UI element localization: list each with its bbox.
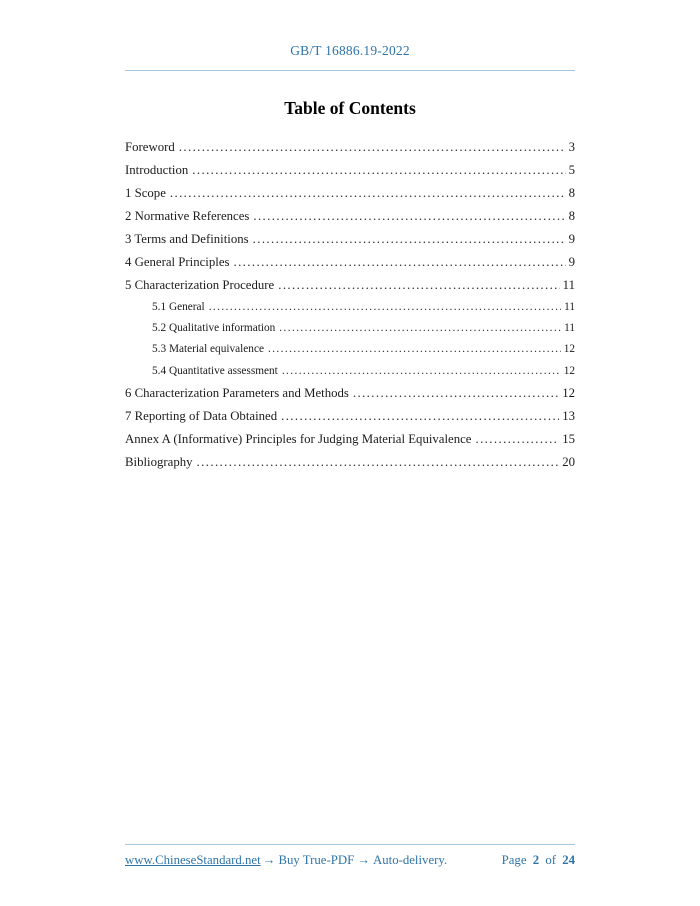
toc-dot-leader	[209, 301, 561, 313]
toc-entry-label: 7 Reporting of Data Obtained	[125, 408, 278, 423]
toc-dot-leader	[179, 140, 566, 155]
toc-dot-leader	[192, 163, 565, 178]
toc-entry-label: 6 Characterization Parameters and Methods	[125, 385, 349, 400]
toc-page-number: 5	[568, 163, 575, 177]
of-word: of	[545, 853, 556, 867]
toc-entry	[125, 343, 575, 364]
current-page-number: 2	[532, 853, 540, 867]
toc-entry	[125, 163, 575, 186]
page-title: Table of Contents	[284, 98, 416, 118]
toc-page-number: 11	[562, 278, 575, 292]
toc-entry-label: 5.2 Qualitative information	[152, 322, 276, 335]
toc-dot-leader	[281, 409, 559, 424]
header-divider	[125, 70, 575, 71]
toc-page-number: 9	[568, 255, 575, 269]
total-page-number: 24	[562, 853, 575, 867]
toc-page-number: 13	[562, 408, 575, 423]
toc-dot-leader	[353, 386, 559, 401]
document-footer	[125, 844, 575, 868]
toc-entry	[125, 455, 575, 478]
footer-promo	[125, 853, 448, 868]
toc-page-number: 8	[568, 186, 575, 200]
toc-entry-label: 4 General Principles	[125, 255, 230, 269]
header-doc-number: GB/T 16886.19-2022	[290, 43, 410, 58]
toc-entry	[125, 278, 575, 301]
toc-entry	[125, 301, 575, 322]
toc-entry-label: Foreword	[125, 140, 175, 154]
toc-entry-label: Annex A (Informative) Principles for Judging Material Equivalence	[125, 431, 472, 446]
toc-page-number: 12	[563, 364, 575, 377]
toc-dot-leader	[475, 432, 559, 447]
toc-page-number: 9	[568, 232, 575, 246]
footer-link[interactable]: www.ChineseStandard.net	[125, 853, 261, 867]
toc-entry-label: 5.4 Quantitative assessment	[152, 364, 278, 377]
toc-entry	[125, 322, 575, 343]
toc-page-number: 11	[564, 322, 575, 335]
toc-page-number: 15	[562, 431, 575, 446]
arrow-icon: →	[357, 853, 370, 867]
toc-entry-label: Introduction	[125, 163, 189, 177]
toc-page-number: 8	[568, 209, 575, 223]
footer-delivery-text: Auto-delivery.	[373, 853, 448, 867]
page-word: Page	[501, 853, 527, 867]
toc-dot-leader	[253, 209, 565, 224]
toc-dot-leader	[278, 278, 559, 293]
footer-divider	[125, 844, 575, 845]
toc-entry	[125, 140, 575, 163]
toc-dot-leader	[268, 343, 561, 355]
toc-dot-leader	[282, 365, 561, 377]
footer-buy-text: Buy True-PDF	[278, 853, 355, 867]
toc-dot-leader	[233, 255, 565, 270]
page-indicator	[499, 853, 575, 868]
toc-entry-label: 3 Terms and Definitions	[125, 232, 249, 246]
toc-entry	[125, 432, 575, 455]
arrow-icon: →	[262, 853, 276, 867]
toc-entry-label: 2 Normative References	[125, 209, 250, 223]
toc-page-number: 3	[568, 140, 575, 154]
toc-list	[125, 140, 575, 478]
toc-entry	[125, 365, 575, 386]
toc-page-number: 12	[563, 343, 575, 356]
toc-dot-leader	[253, 232, 566, 247]
toc-entry	[125, 232, 575, 255]
toc-dot-leader	[170, 186, 566, 201]
toc-entry	[125, 409, 575, 432]
toc-page-number: 11	[564, 301, 575, 313]
toc-page-number: 20	[562, 454, 575, 469]
toc-page-number: 12	[562, 385, 575, 400]
toc-dot-leader	[279, 322, 561, 334]
toc-dot-leader	[197, 455, 560, 470]
toc-entry-label: 5.1 General	[152, 301, 205, 313]
toc-entry	[125, 386, 575, 409]
toc-entry	[125, 186, 575, 209]
toc-entry-label: Bibliography	[125, 454, 193, 469]
toc-entry-label: 1 Scope	[125, 186, 166, 200]
toc-entry	[125, 209, 575, 232]
toc-entry-label: 5.3 Material equivalence	[152, 343, 264, 356]
toc-entry-label: 5 Characterization Procedure	[125, 278, 275, 292]
toc-entry	[125, 255, 575, 278]
